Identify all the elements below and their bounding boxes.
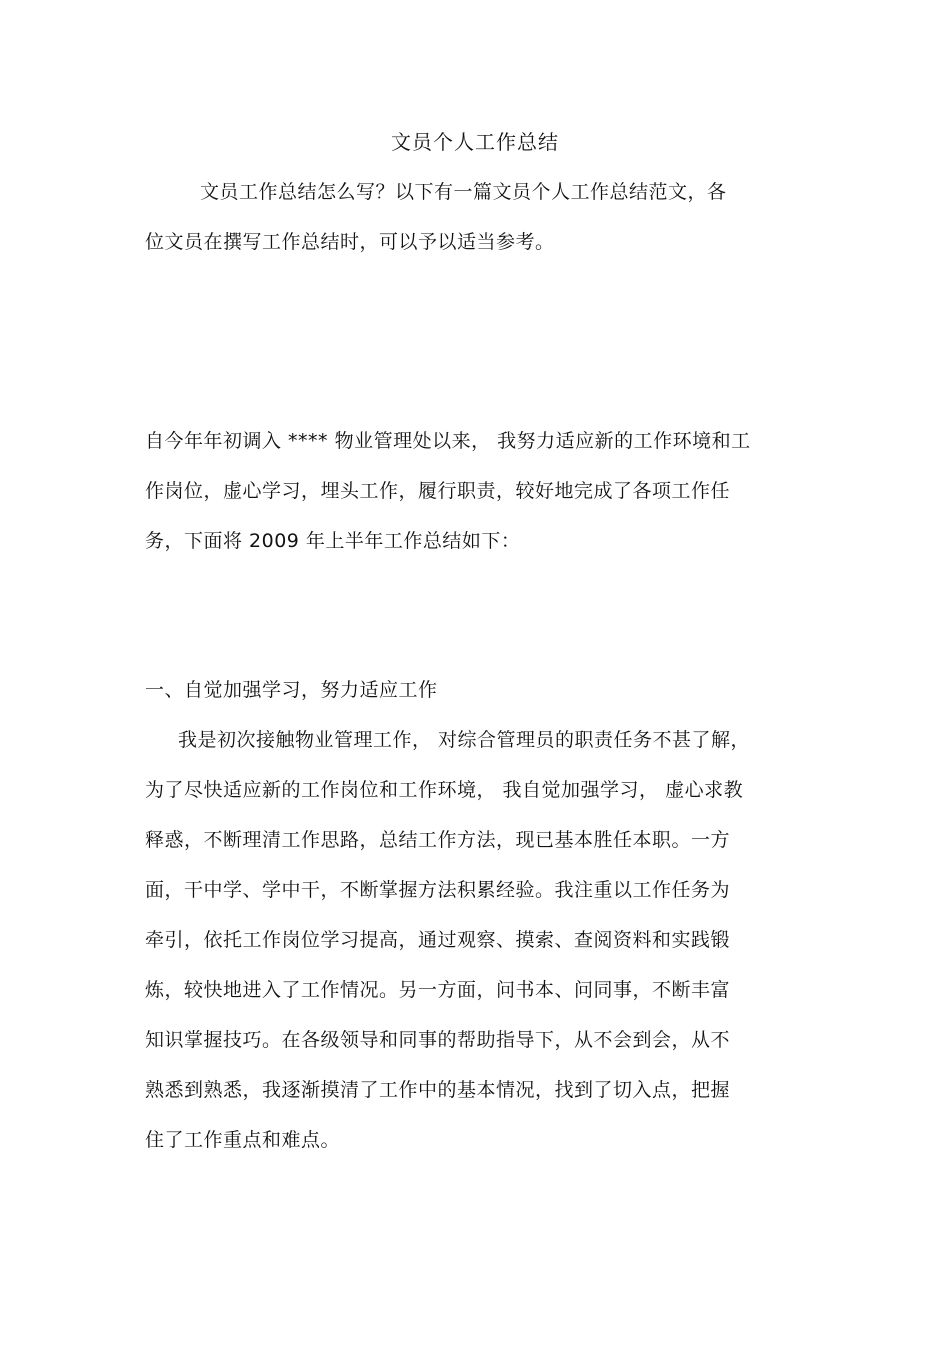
intro-line-1: 文员工作总结怎么写？以下有一篇文员个人工作总结范文，各	[200, 181, 727, 203]
paragraph-line-5: 牵引，依托工作岗位学习提高，通过观察、摸索、查阅资料和实践锻	[145, 929, 731, 951]
paragraph-line-3: 释惑，不断理清工作思路，总结工作方法，现已基本胜任本职。一方	[145, 829, 731, 851]
paragraph-line-9: 住了工作重点和难点。	[145, 1129, 341, 1151]
paragraph-line-1: 我是初次接触物业管理工作， 对综合管理员的职责任务不甚了解，	[178, 729, 751, 751]
paragraph-line-8: 熟悉到熟悉，我逐渐摸清了工作中的基本情况，找到了切入点，把握	[145, 1079, 731, 1101]
document-title: 文员个人工作总结	[391, 130, 559, 154]
opening-line-3: 务，下面将 2009 年上半年工作总结如下：	[145, 530, 521, 552]
opening-line-1: 自今年年初调入 **** 物业管理处以来， 我努力适应新的工作环境和工	[145, 430, 751, 452]
opening-line-2: 作岗位，虚心学习，埋头工作，履行职责，较好地完成了各项工作任	[145, 480, 731, 502]
section-heading: 一、自觉加强学习，努力适应工作	[145, 679, 438, 701]
paragraph-line-2: 为了尽快适应新的工作岗位和工作环境， 我自觉加强学习， 虚心求教	[145, 779, 744, 801]
intro-line-2: 位文员在撰写工作总结时，可以予以适当参考。	[145, 231, 555, 253]
paragraph-line-6: 炼，较快地进入了工作情况。另一方面，问书本、问同事，不断丰富	[145, 979, 731, 1001]
paragraph-line-7: 知识掌握技巧。在各级领导和同事的帮助指导下，从不会到会，从不	[145, 1029, 731, 1051]
paragraph-line-4: 面，干中学、学中干，不断掌握方法积累经验。我注重以工作任务为	[145, 879, 731, 901]
